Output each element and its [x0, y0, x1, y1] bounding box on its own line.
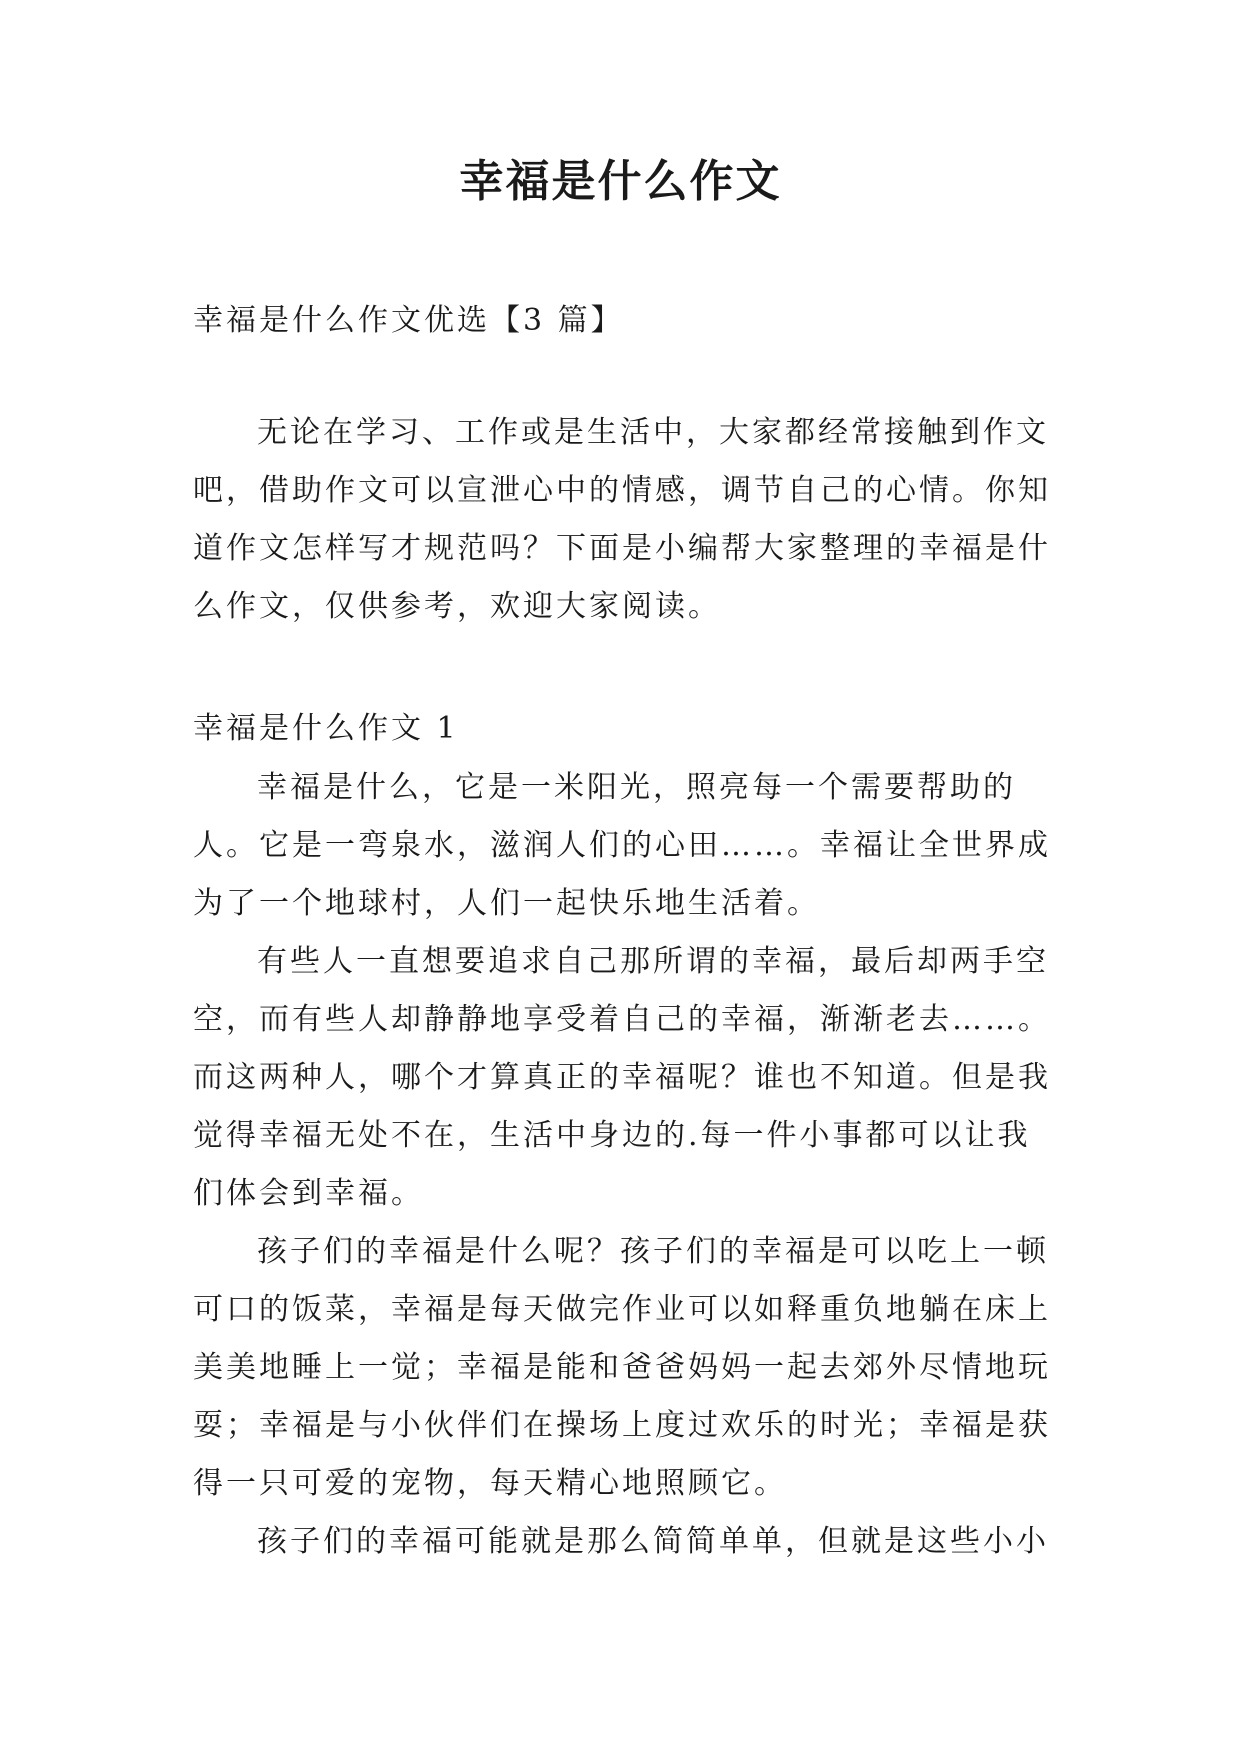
paragraph-3: 孩子们的幸福是什么呢？孩子们的幸福是可以吃上一顿可口的饭菜，幸福是每天做完作业可以如释重负地躺在床上美美地睡上一觉；幸福是能和爸爸妈妈一起去郊外尽情地玩耍；幸福是与小伙伴们在操场上度过欢乐的时光；幸福是获得一只可爱的宠物，每天精心地照顾它。: [193, 1234, 1051, 1501]
document-subtitle: 幸福是什么作文优选【3 篇】: [193, 303, 624, 338]
section-heading: 幸福是什么作文 1: [193, 711, 459, 746]
paragraph-1: 幸福是什么，它是一米阳光，照亮每一个需要帮助的人。它是一弯泉水，滋润人们的心田……。幸福让全世界成为了一个地球村，人们一起快乐地生活着。: [193, 770, 1051, 921]
paragraph-2: 有些人一直想要追求自己那所谓的幸福，最后却两手空空，而有些人却静静地享受着自己的幸福，渐渐老去……。而这两种人，哪个才算真正的幸福呢？谁也不知道。但是我觉得幸福无处不在，生活中身边的.每一件小事都可以让我们体会到幸福。: [193, 944, 1051, 1211]
section-content: [193, 759, 1053, 1571]
intro-paragraph: 无论在学习、工作或是生活中，大家都经常接触到作文吧，借助作文可以宣泄心中的情感，调节自己的心情。你知道作文怎样写才规范吗？下面是小编帮大家整理的幸福是什么作文，仅供参考，欢迎大家阅读。: [193, 415, 1051, 624]
document-title: 幸福是什么作文: [459, 156, 782, 207]
paragraph-4: 孩子们的幸福可能就是那么简简单单，但就是这些小小: [257, 1524, 1049, 1559]
